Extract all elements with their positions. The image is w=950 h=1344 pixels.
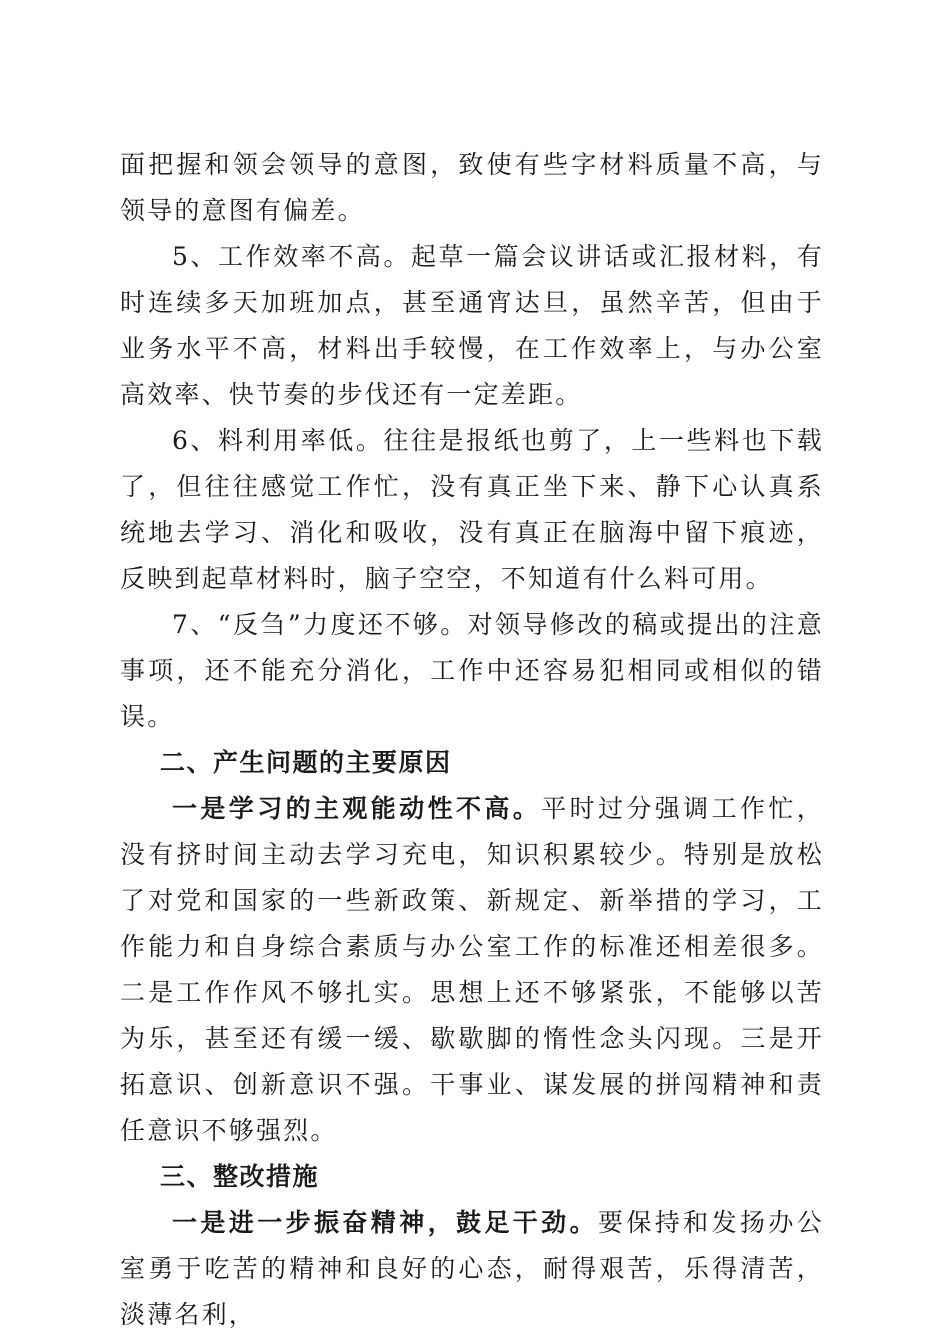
paragraph-measures-body: 要保持和发扬办公室勇于吃苦的精神和良好的心态，耐得艰苦，乐得清苦，淡薄名利， [120, 1208, 824, 1329]
paragraph-measures [120, 1200, 824, 1338]
section-heading-causes: 二、产生问题的主要原因 [160, 748, 452, 777]
paragraph-item-5: 5、工作效率不高。起草一篇会议讲话或汇报材料，有时连续多天加班加点，甚至通宵达旦，虽然辛苦，但由于业务水平不高，材料出手较慢，在工作效率上，与办公室高效率、快节奏的步伐还有一定差距。 [120, 242, 824, 409]
paragraph-item-7: 7、“反刍”力度还不够。对领导修改的稿或提出的注意事项，还不能充分消化，工作中还容易犯相同或相似的错误。 [120, 610, 824, 731]
paragraph-continuation: 面把握和领会领导的意图，致使有些字材料质量不高，与领导的意图有偏差。 [120, 150, 824, 225]
paragraph-causes-body: 平时过分强调工作忙，没有挤时间主动去学习充电，知识积累较少。特别是放松了对党和国家的一些新政策、新规定、新举措的学习，工作能力和自身综合素质与办公室工作的标准还相差很多。二是工作作风不够扎实。思想上还不够紧张，不能够以苦为乐，甚至还有缓一缓、歇歇脚的惰性念头闪现。三是开拓意识、创新意识不强。干事业、谋发展的拼闯精神和责任意识不够强烈。 [120, 794, 824, 1145]
paragraph-causes-lead: 一是学习的主观能动性不高。 [172, 794, 542, 823]
paragraph-item-6: 6、料利用率低。往往是报纸也剪了，上一些料也下载了，但往往感觉工作忙，没有真正坐下来、静下心认真系统地去学习、消化和吸收，没有真正在脑海中留下痕迹，反映到起草材料时，脑子空空，不知道有什么料可用。 [120, 426, 824, 593]
section-heading-measures: 三、整改措施 [160, 1162, 320, 1191]
paragraph-measures-lead: 一是进一步振奋精神，鼓足干劲。 [172, 1208, 598, 1237]
paragraph-causes [120, 786, 824, 1154]
document-body [120, 142, 824, 1338]
